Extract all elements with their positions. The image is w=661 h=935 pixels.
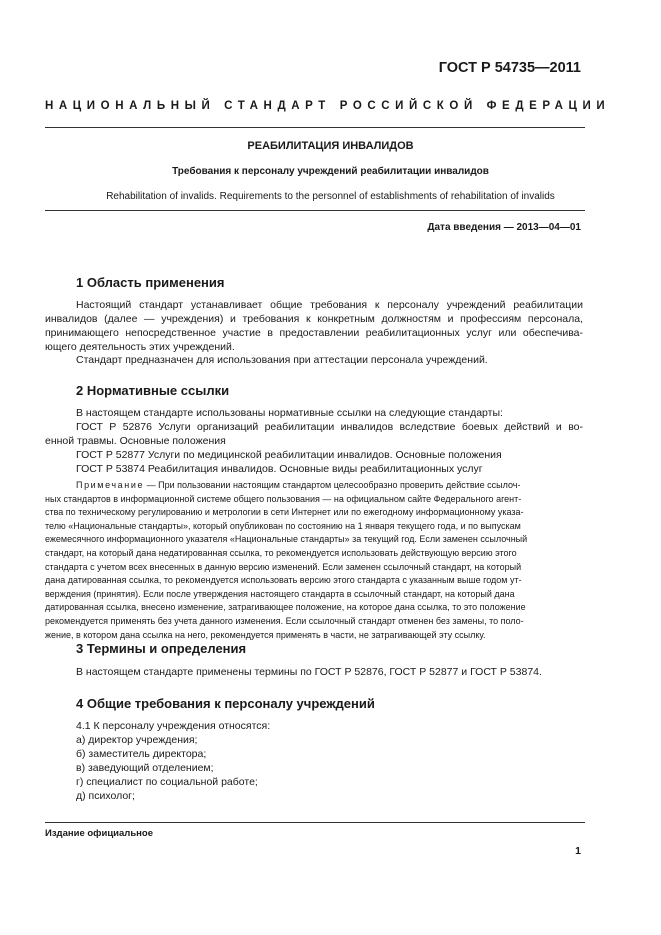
note-line: телю «Национальные стандарты», который опубликован по состоянию на 1 января текущего года, и по выпускам: [45, 520, 521, 531]
reference-item: ГОСТ Р 53874 Реабилитация инвалидов. Основные виды реабилитационных услуг: [76, 463, 483, 475]
text-line: В настоящем стандарте применены термины по ГОСТ Р 52876, ГОСТ Р 52877 и ГОСТ Р 53874.: [76, 666, 542, 678]
note-line: верждения (принятия). Если после утверждения настоящего стандарта в ссылочный стандарт, на который дана: [45, 588, 515, 599]
note-line: дана датированная ссылка, то рекомендуется использовать версию этого стандарта с указанным выше годом ут-: [45, 575, 522, 586]
text-line: Стандарт предназначен для использования при аттестации персонала учреждений.: [76, 354, 488, 366]
personnel-list: [76, 719, 583, 803]
introduction-date: Дата введения — 2013—04—01: [427, 222, 581, 233]
document-title: РЕАБИЛИТАЦИЯ ИНВАЛИДОВ: [247, 140, 414, 152]
note-first-line: [45, 479, 585, 493]
list-item: в) заведующий отделением;: [76, 762, 214, 774]
section-heading-scope: 1 Область применения: [76, 275, 225, 290]
english-title: Rehabilitation of invalids. Requirements to the personnel of establishments of rehabilitation of invalids: [106, 191, 555, 202]
list-item: г) специалист по социальной работе;: [76, 776, 258, 788]
section1-paragraph: [76, 353, 583, 367]
note-line: жение, в котором дана ссылка на него, рекомендуется применять в части, не затрагивающей эту ссылку.: [45, 629, 486, 640]
note-line: ных стандартов в информационной системе общего пользования — на официальном сайте Федерального агент-: [45, 493, 522, 504]
section1-paragraph: [45, 298, 583, 354]
note-line: стандарта с учетом всех внесенных в данную версию изменений. Если заменен ссылочный стандарт, на который: [45, 561, 522, 572]
official-edition-label: Издание официальное: [45, 828, 153, 839]
note-line: рекомендуется применять без учета данного изменения. Если ссылочный стандарт отменен без замены, то поло-: [45, 615, 524, 626]
document-subtitle: Требования к персоналу учреждений реабилитации инвалидов: [172, 166, 489, 177]
text-line: Настоящий стандарт устанавливает общие требования к персоналу учреждений реабилитации: [76, 299, 583, 311]
divider: [45, 127, 585, 128]
section-heading-references: 2 Нормативные ссылки: [76, 383, 230, 398]
reference-item: ГОСТ Р 52877 Услуги по медицинской реабилитации инвалидов. Основные положения: [76, 449, 502, 461]
note-text: — При пользовании настоящим стандартом целесообразно проверить действие ссылоч-: [144, 480, 521, 490]
text-line: 4.1 К персоналу учреждения относятся:: [76, 720, 271, 732]
section-heading-terms: 3 Термины и определения: [76, 641, 247, 656]
note-line: стандарт, на который дана недатированная ссылка, то рекомендуется использовать действующую версию этого: [45, 547, 517, 558]
footer-divider: [45, 822, 585, 823]
text-line: ющего деятельность этих учреждений.: [45, 341, 235, 353]
page-number: 1: [575, 845, 581, 857]
list-item: б) заместитель директора;: [76, 748, 207, 760]
national-standard-banner: НАЦИОНАЛЬНЫЙ СТАНДАРТ РОССИЙСКОЙ ФЕДЕРАЦИИ: [45, 100, 611, 112]
section-heading-general-requirements: 4 Общие требования к персоналу учреждений: [76, 696, 375, 711]
divider: [45, 210, 585, 211]
references-list: [45, 406, 583, 476]
list-item: а) директор учреждения;: [76, 734, 198, 746]
note-line: ежемесячного информационного указателя «Национальные стандарты» за текущий год. Если заменен ссылочный: [45, 534, 528, 545]
section3-paragraph: [76, 665, 583, 679]
reference-item: енной травмы. Основные положения: [45, 435, 226, 447]
note-block: [45, 479, 585, 642]
note-line: датированная ссылка, внесено изменение, затрагивающее положение, на которое дана ссылка, то это положение: [45, 602, 526, 613]
note-line: ства по техническому регулированию и метрологии в сети Интернет или по ежегодному информационному указа-: [45, 507, 524, 518]
note-label: Примечание: [76, 480, 145, 490]
text-line: В настоящем стандарте использованы нормативные ссылки на следующие стандарты:: [76, 407, 503, 419]
text-line: принимающего непосредственное участие в предоставлении реабилитационных услуг или обеспечива-: [45, 327, 583, 339]
list-item: д) психолог;: [76, 790, 135, 802]
text-line: инвалидов (далее — учреждения) и требования к конкретным должностям и профессиям персонала,: [45, 313, 583, 325]
standard-code: ГОСТ Р 54735—2011: [438, 60, 581, 76]
reference-item: ГОСТ Р 52876 Услуги организаций реабилитации инвалидов вследствие боевых действий и во-: [76, 421, 583, 433]
